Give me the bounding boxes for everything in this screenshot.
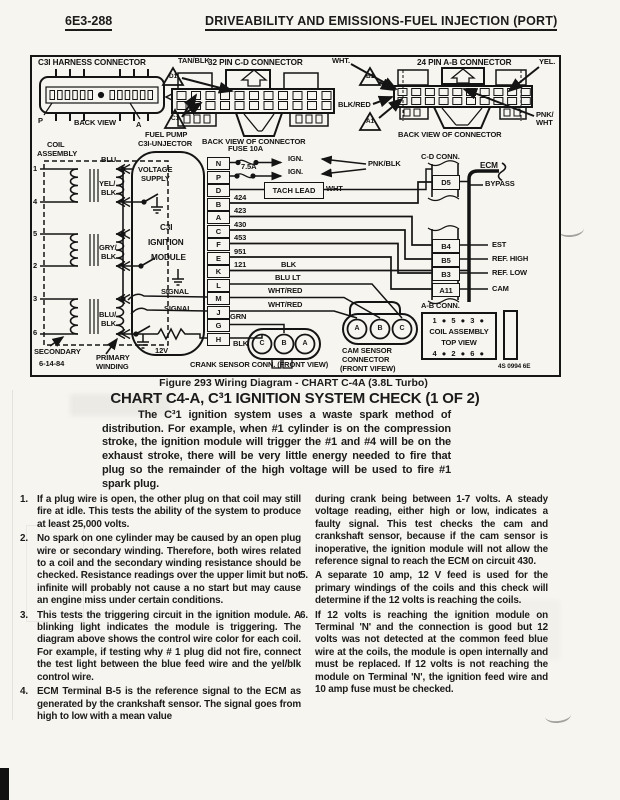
scan-corner-mark <box>0 768 9 800</box>
topview-row-2: 4 ● 2 ● 6 ● <box>432 349 486 358</box>
coil-terminal-number: 1 <box>33 164 38 173</box>
callout-c1: C1 <box>171 115 179 122</box>
wire-blu-blk-1: BLU/ <box>99 310 117 319</box>
page-header: DRIVEABILITY AND EMISSIONS-FUEL INJECTION (PORT) <box>205 14 557 31</box>
label-cam-3: (FRONT VIFEW) <box>340 364 396 373</box>
item-text: A separate 10 amp, 12 V feed is used for the primary windings of the coils and this check will determine if the 12 volts is reaching the coils. <box>315 570 548 607</box>
list-item <box>20 686 301 723</box>
item-text: If 12 volts is reaching the ignition module on Terminal 'N' and the connection is good but 12 volts was not detected at the common feed blue wire at the coils, the module is open internally and must be replaced. If 12 volts is not reaching the module on Terminal 'N', the ignition feed wire and 10 amp fuse must be checked. <box>315 609 548 696</box>
label-fuse-10a: FUSE 10A <box>228 144 264 153</box>
label-ecm: ECM <box>480 161 498 170</box>
crank-pin-b: B <box>281 340 287 347</box>
label-wht: WHT. <box>332 56 350 65</box>
terminal-l: L <box>207 279 230 292</box>
cam-pin-a: A <box>354 325 360 332</box>
list-item <box>20 610 301 684</box>
wire-gry-blk-2: BLK <box>101 252 117 261</box>
wire-wht-red-1: WHT/RED <box>268 286 303 295</box>
label-date: 6-14-84 <box>39 359 65 368</box>
label-part-code: 4S 0994 6E <box>498 363 531 370</box>
list-item-continuation <box>300 494 548 568</box>
terminal-n: N <box>207 157 230 170</box>
item-number: 1. <box>20 494 28 505</box>
item-text: ECM Terminal B-5 is the reference signal to the ECM as generated by the crankshaft sensor. The signal goes from high to low with a mean value <box>37 686 301 722</box>
scan-edge-line <box>12 390 13 720</box>
label-12v: 12V <box>155 346 169 355</box>
label-module-2: IGNITION <box>148 238 184 247</box>
label-pnk-wht-1: PNK/ <box>536 110 554 119</box>
ecm-pin-d5: D5 <box>432 175 460 190</box>
terminal-c: C <box>207 225 230 238</box>
label-module-3: MODULE <box>151 253 186 262</box>
label-primary-2: WINDING <box>96 362 129 371</box>
wire-gry-blk-1: GRY/ <box>99 243 117 252</box>
terminal-e: E <box>207 252 230 265</box>
label-secondary: SECONDARY <box>34 347 81 356</box>
wire-grn: GRN <box>230 312 247 321</box>
callout-d1: D1 <box>169 73 177 80</box>
label-blk-red: BLK/RED <box>338 100 371 109</box>
label-conn24-title: 24 PIN A-B CONNECTOR <box>417 58 512 67</box>
label-conn24-view: BACK VIEW OF CONNECTOR <box>398 130 502 139</box>
item-number: 4. <box>20 686 28 698</box>
column-left <box>20 494 301 725</box>
label-ref-high: REF. HIGH <box>492 254 529 263</box>
terminal-b: B <box>207 198 230 211</box>
terminal-h: H <box>207 333 230 346</box>
chart-title: CHART C4-A, C³1 IGNITION SYSTEM CHECK (1 OF 2) <box>110 390 480 407</box>
callout-a1: A1 <box>366 118 374 125</box>
label-conn32-view: BACK VIEW OF CONNECTOR <box>202 137 306 146</box>
cam-pin-c: C <box>399 325 405 332</box>
label-module-1: C3I <box>160 223 173 232</box>
item-number: 2. <box>20 533 28 545</box>
label-signal-1: SIGNAL <box>161 287 189 296</box>
label-supply: SUPPLY <box>141 174 170 183</box>
item-text: If a plug wire is open, the other plug on that coil may still fire at idle. This tests the ability of the system to produce at least 25,000 volts. <box>37 494 301 530</box>
ecm-pin-b3: B3 <box>432 267 460 281</box>
crank-pin-a: A <box>302 340 308 347</box>
tach-lead-box: TACH LEAD <box>264 182 324 199</box>
label-cam-2: CONNECTOR <box>342 355 390 364</box>
item-text: No spark on one cylinder may be caused by an open plug wire or secondary winding. Therefore, both wires related to a coil and the secondary winding resistance should be checked. Resistance readings over the upper limit but not infinite will probably not cause a no start but may cause an engine miss under certain conditions. <box>37 533 301 607</box>
terminal-m: M <box>207 292 230 305</box>
intro-paragraph: The C³1 ignition system uses a waste spark method of distribution. For example, when #1 cylinder is on the compression stroke, the ignition module will trigger the #1 and #4 will be on the exhaust stroke, there will be very little energy needed to fire that plug so the remainder of the high voltage will be used to fire #1 spark plug. <box>102 409 451 490</box>
item-text: This tests the triggering circuit in the ignition module. A blinking light indicates the module is triggering. The diagram above shows the control wire color for each coil. For example, if testing why # 1 plug did not fire, connect the test light between the blue feed wire and the yel/blk control wire. <box>37 609 301 683</box>
label-pin-p: P <box>38 116 43 125</box>
terminal-j: J <box>207 306 230 319</box>
terminal-k: K <box>207 265 230 278</box>
wire-blu: BLU <box>101 155 117 164</box>
topview-title-2: TOP VIEW <box>441 338 477 347</box>
wire-121-blk: BLK <box>281 260 297 269</box>
label-primary-1: PRIMARY <box>96 353 130 362</box>
list-item <box>300 610 548 697</box>
label-bypass: BYPASS <box>485 179 515 188</box>
wire-yel-blk-2: BLK <box>101 188 117 197</box>
wire-blu-lt: BLU LT <box>275 273 301 282</box>
label-ref-low: REF. LOW <box>492 268 528 277</box>
terminal-d: D <box>207 184 230 197</box>
terminal-p: P <box>207 171 230 184</box>
coil-terminal-number: 2 <box>33 261 38 270</box>
cam-pin-b: B <box>377 325 383 332</box>
label-tach-wht: WHT <box>326 184 343 193</box>
item-number: 5. <box>300 570 308 582</box>
label-pnk-wht-2: WHT <box>536 118 553 127</box>
wire-wht-red-2: WHT/RED <box>268 300 303 309</box>
label-fuse-75a: 7.5A <box>241 162 257 171</box>
ecm-pin-b5: B5 <box>432 253 460 267</box>
label-est: EST <box>492 240 507 249</box>
wire-yel-blk-1: YEL/ <box>99 179 116 188</box>
topview-title-1: COIL ASSEMBLY <box>429 327 489 336</box>
label-fuel-pump-2: C3I-UNJECTOR <box>138 139 193 148</box>
coil-terminal-number: 6 <box>33 328 38 337</box>
wire-blk: BLK <box>233 339 249 348</box>
label-pnk-blk: PNK/BLK <box>368 159 401 168</box>
label-cam-circuit: CAM <box>492 284 509 293</box>
coil-terminal-number: 4 <box>33 197 38 206</box>
list-item <box>20 533 301 607</box>
terminal-g: G <box>207 319 230 332</box>
list-item <box>300 570 548 607</box>
label-voltage: VOLTAGE <box>138 165 173 174</box>
ecm-pin-a11: A11 <box>432 283 460 297</box>
label-cam-1: CAM SENSOR <box>342 346 392 355</box>
label-signal-2: SIGNAL <box>164 304 192 313</box>
wire-blu-blk-2: BLK <box>101 319 117 328</box>
scan-mark <box>544 707 571 725</box>
circuit-430: 430 <box>234 220 247 229</box>
coil-terminal-number: 5 <box>33 229 38 238</box>
label-tan-blk: TAN/BLK <box>178 56 210 65</box>
label-yel: YEL. <box>539 57 556 66</box>
wiring-diagram <box>30 55 561 377</box>
column-right <box>300 494 548 699</box>
label-pin-a: A <box>136 120 142 129</box>
item-number <box>300 494 315 568</box>
label-crank-sensor: CRANK SENSOR CONN. (FRONT VIEW) <box>190 360 329 369</box>
label-fuel-pump-1: FUEL PUMP <box>145 130 188 139</box>
label-cd-conn: C-D CONN. <box>421 152 460 161</box>
circuit-453: 453 <box>234 233 247 242</box>
label-conn32-title: 32 PIN C-D CONNECTOR <box>208 58 303 67</box>
label-harness-title: C3I HARNESS CONNECTOR <box>38 58 146 67</box>
circuit-424: 424 <box>234 193 247 202</box>
scan-mark <box>557 221 584 239</box>
circuit-951: 951 <box>234 247 247 256</box>
item-text: during crank being between 1-7 volts. A steady voltage reading, either high or low, indicates a faulty signal. This test checks the cam and crankshaft sensor, because if the cam sensor is inoperative, the ignition module will not allow the reference signal to reach the ECM on circuit 430. <box>315 494 548 568</box>
label-ab-conn: A-B CONN. <box>421 301 460 310</box>
callout-b1: B1 <box>366 73 374 80</box>
coil-terminal-number: 3 <box>33 294 38 303</box>
label-ign-1: IGN. <box>288 154 304 163</box>
circuit-121: 121 <box>234 260 247 269</box>
circuit-423: 423 <box>234 206 247 215</box>
figure-caption: Figure 293 Wiring Diagram - CHART C-4A (3.8L Turbo) <box>159 377 428 389</box>
label-harness-view: BACK VIEW <box>74 118 117 127</box>
page-number: 6E3-288 <box>65 14 112 31</box>
terminal-a: A <box>207 211 230 224</box>
topview-row-1: 1 ● 5 ● 3 ● <box>432 316 486 325</box>
label-ign-2: IGN. <box>288 167 304 176</box>
item-number: 6. <box>300 609 308 621</box>
item-number: 3. <box>20 609 28 621</box>
label-coil-1: COIL <box>47 140 65 149</box>
label-coil-2: ASSEMBLY <box>37 149 78 158</box>
terminal-f: F <box>207 238 230 251</box>
crank-pin-c: C <box>259 340 265 347</box>
ecm-pin-b4: B4 <box>432 239 460 253</box>
list-item <box>20 494 301 531</box>
